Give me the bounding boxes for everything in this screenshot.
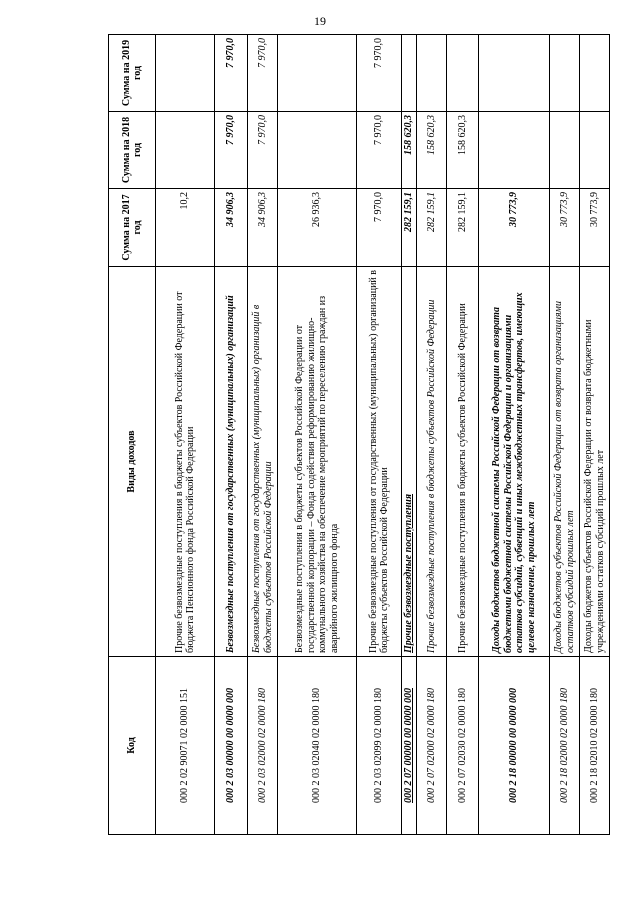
row-code: 000 2 07 00000 00 0000 000 xyxy=(402,657,417,835)
table-row xyxy=(580,35,610,835)
row-sum-2017: 26 936,3 xyxy=(278,189,357,267)
income-table xyxy=(108,34,610,835)
row-name: Прочие безвозмездные поступления в бюджеты субъектов Российской Федерации xyxy=(447,267,479,657)
row-sum-2018 xyxy=(580,112,610,189)
row-sum-2017: 30 773,9 xyxy=(479,189,550,267)
table-row xyxy=(550,35,580,835)
row-sum-2017: 34 906,3 xyxy=(248,189,278,267)
row-code: 000 2 03 02099 02 0000 180 xyxy=(357,657,402,835)
row-name: Безвозмездные поступления от государственных (муниципальных) организаций xyxy=(215,267,248,657)
row-sum-2019 xyxy=(580,35,610,112)
row-code: 000 2 03 00000 00 0000 000 xyxy=(215,657,248,835)
row-code: 000 2 18 02010 02 0000 180 xyxy=(580,657,610,835)
row-sum-2018 xyxy=(156,112,215,189)
table-row xyxy=(357,35,402,835)
row-code: 000 2 18 00000 00 0000 000 xyxy=(479,657,550,835)
row-sum-2017: 34 906,3 xyxy=(215,189,248,267)
row-sum-2018 xyxy=(550,112,580,189)
row-sum-2017: 30 773,9 xyxy=(580,189,610,267)
row-name: Прочие безвозмездные поступления от государственных (муниципальных) организаций в бюджеты субъектов Российской Федерации xyxy=(357,267,402,657)
row-sum-2019 xyxy=(479,35,550,112)
row-name: Прочие безвозмездные поступления в бюджеты субъектов Российской Федерации от бюджета Пенсионного фонда Российской Федерации xyxy=(156,267,215,657)
row-code: 000 2 07 02030 02 0000 180 xyxy=(447,657,479,835)
row-sum-2019: 7 970,0 xyxy=(248,35,278,112)
row-sum-2017: 282 159,1 xyxy=(417,189,447,267)
table-header-row xyxy=(109,35,156,835)
row-name: Доходы бюджетов субъектов Российской Федерации от возврата организациями остатков субсидий прошлых лет xyxy=(550,267,580,657)
row-sum-2018: 7 970,0 xyxy=(248,112,278,189)
rotated-table-container xyxy=(108,35,606,835)
table-row xyxy=(248,35,278,835)
row-sum-2017: 7 970,0 xyxy=(357,189,402,267)
row-sum-2018 xyxy=(278,112,357,189)
row-sum-2018 xyxy=(479,112,550,189)
row-sum-2019: 7 970,0 xyxy=(357,35,402,112)
row-name: Безвозмездные поступления от государственных (муниципальных) организаций в бюджеты субъектов Российской Федерации xyxy=(248,267,278,657)
page-number: 19 xyxy=(314,14,326,28)
row-sum-2018: 158 620,3 xyxy=(447,112,479,189)
row-name: Прочие безвозмездные поступления в бюджеты субъектов Российской Федерации xyxy=(417,267,447,657)
row-sum-2018: 158 620,3 xyxy=(402,112,417,189)
row-sum-2019 xyxy=(402,35,417,112)
header-code: Код xyxy=(109,657,156,835)
row-name: Безвозмездные поступления в бюджеты субъектов Российской Федерации от государственной корпорации – Фонда содействия реформированию жилищно-коммунального хозяйства на обеспечение мероприятий по переселению граждан из аварийного жилищного фонда xyxy=(278,267,357,657)
row-sum-2019 xyxy=(156,35,215,112)
row-sum-2017: 10,2 xyxy=(156,189,215,267)
row-code: 000 2 07 02000 02 0000 180 xyxy=(417,657,447,835)
row-code: 000 2 02 90071 02 0000 151 xyxy=(156,657,215,835)
row-name: Прочие безвозмездные поступления xyxy=(402,267,417,657)
row-sum-2017: 30 773,9 xyxy=(550,189,580,267)
row-sum-2019 xyxy=(550,35,580,112)
row-code: 000 2 03 02040 02 0000 180 xyxy=(278,657,357,835)
table-row xyxy=(156,35,215,835)
row-sum-2018: 7 970,0 xyxy=(215,112,248,189)
header-sum-2017: Сумма на 2017 год xyxy=(109,189,156,267)
table-row xyxy=(417,35,447,835)
row-sum-2017: 282 159,1 xyxy=(447,189,479,267)
header-name: Виды доходов xyxy=(109,267,156,657)
row-code: 000 2 18 02000 02 0000 180 xyxy=(550,657,580,835)
row-sum-2019: 7 970,0 xyxy=(215,35,248,112)
table-row xyxy=(402,35,417,835)
row-name: Доходы бюджетов субъектов Российской Федерации от возврата бюджетными учреждениями остатков субсидий прошлых лет xyxy=(580,267,610,657)
header-sum-2018: Сумма на 2018 год xyxy=(109,112,156,189)
row-sum-2019 xyxy=(417,35,447,112)
row-sum-2018: 7 970,0 xyxy=(357,112,402,189)
table-row xyxy=(215,35,248,835)
row-sum-2017: 282 159,1 xyxy=(402,189,417,267)
table-row xyxy=(479,35,550,835)
row-name: Доходы бюджетов бюджетной системы Российской Федерации от возврата бюджетами бюджетной системы Российской Федерации и организациями остатков субсидий, субвенций и иных межбюджетных трансфертов, имеющих целевое назначение, прошлых лет xyxy=(479,267,550,657)
row-sum-2019 xyxy=(278,35,357,112)
row-sum-2018: 158 620,3 xyxy=(417,112,447,189)
table-row xyxy=(278,35,357,835)
row-sum-2019 xyxy=(447,35,479,112)
header-sum-2019: Сумма на 2019 год xyxy=(109,35,156,112)
row-code: 000 2 03 02000 02 0000 180 xyxy=(248,657,278,835)
table-row xyxy=(447,35,479,835)
